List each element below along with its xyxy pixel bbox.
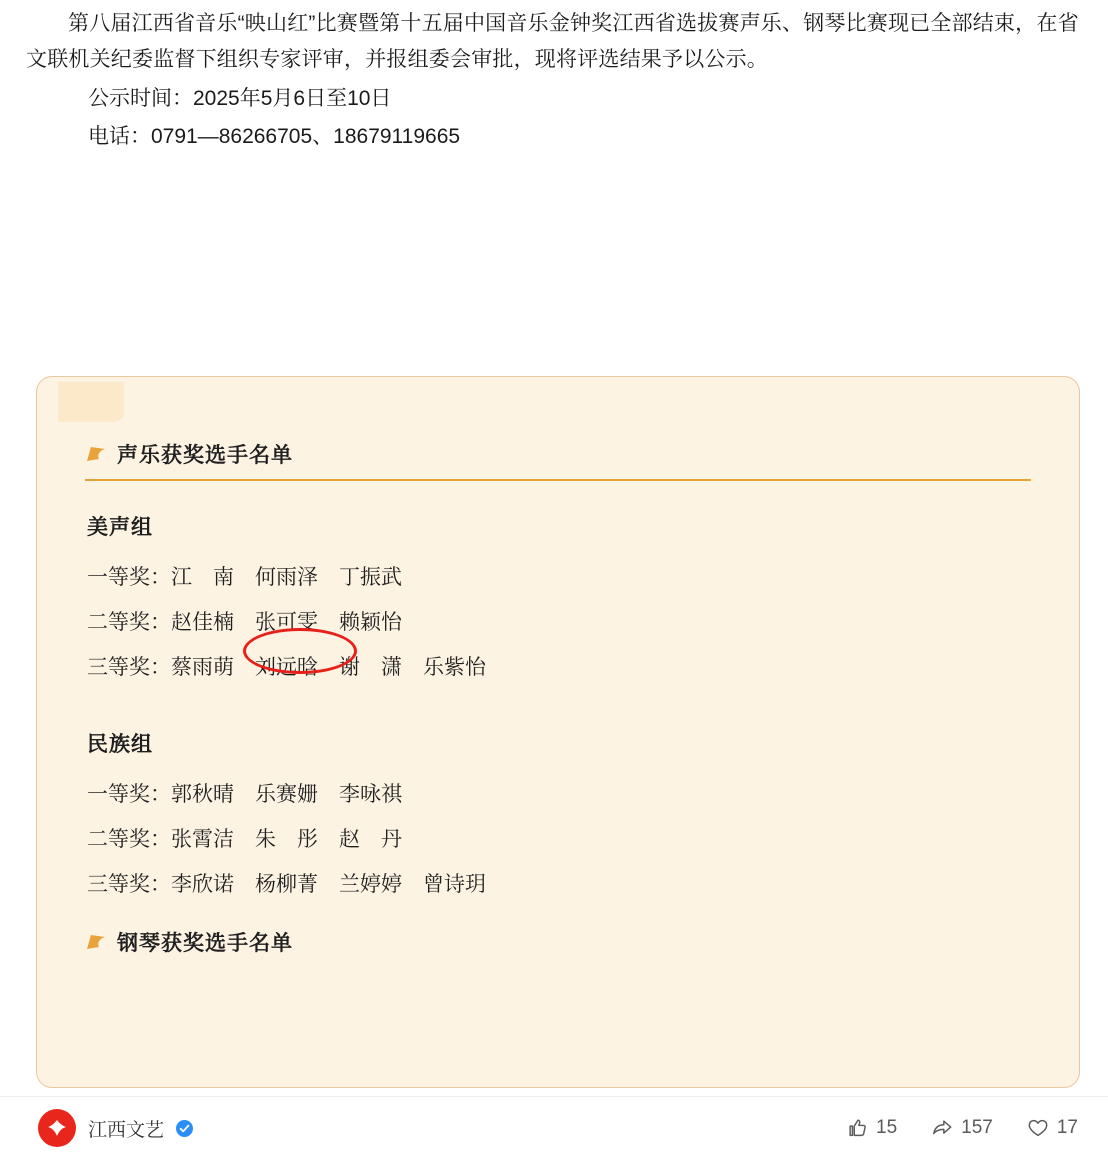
footer-bar — [0, 1096, 1108, 1159]
award-row — [87, 555, 1031, 600]
award-names: 江 南 何雨泽 丁振武 — [171, 566, 402, 589]
section-divider — [85, 479, 1031, 481]
flag-icon — [85, 445, 107, 463]
award-row — [87, 600, 1031, 645]
like-count: 15 — [876, 1117, 898, 1138]
thumbs-up-icon — [846, 1117, 868, 1139]
award-names: 赵佳楠 张可雯 赖颖怡 — [171, 611, 402, 634]
section-header-vocal — [85, 439, 1031, 469]
section-title: 声乐获奖选手名单 — [117, 444, 293, 467]
author-name: 江西文艺 — [88, 1119, 165, 1141]
award-names: 郭秋晴 乐赛姗 李咏祺 — [171, 783, 402, 806]
award-row — [87, 772, 1031, 817]
avatar[interactable] — [38, 1109, 76, 1147]
section-banner-wrap — [0, 194, 1108, 314]
award-names: 蔡雨萌 刘远晗 谢 潇 乐紫怡 — [171, 656, 486, 679]
award-row — [87, 817, 1031, 862]
author-block[interactable] — [38, 1109, 193, 1147]
award-label: 二等奖： — [87, 611, 171, 634]
article-body — [0, 0, 1108, 156]
favorite-button[interactable] — [1027, 1117, 1078, 1139]
logo-icon — [44, 1115, 70, 1141]
group-block — [85, 728, 1031, 907]
share-count: 157 — [961, 1117, 993, 1138]
intro-paragraph: 第八届江西省音乐“映山红”比赛暨第十五届中国音乐金钟奖江西省选拔赛声乐、钢琴比赛现已全部结束，在省文联机关纪委监督下组织专家评审，并报组委会审批，现将评选结果予以公示。 — [26, 12, 1079, 71]
award-names: 李欣诺 杨柳菁 兰婷婷 曾诗玥 — [171, 873, 486, 896]
section-header-piano — [85, 927, 1031, 957]
award-row — [87, 862, 1031, 907]
heart-icon — [1027, 1117, 1049, 1139]
award-label: 一等奖： — [87, 566, 171, 589]
award-label: 三等奖： — [87, 656, 171, 679]
like-button[interactable] — [846, 1117, 897, 1139]
award-label: 一等奖： — [87, 783, 171, 806]
favorite-count: 17 — [1056, 1117, 1078, 1138]
share-arrow-icon — [931, 1117, 953, 1139]
group-title: 民族组 — [87, 733, 153, 756]
section-title: 钢琴获奖选手名单 — [117, 932, 293, 955]
action-bar — [846, 1117, 1078, 1139]
award-names: 张霄洁 朱 彤 赵 丹 — [171, 828, 402, 851]
award-label: 二等奖： — [87, 828, 171, 851]
group-block — [85, 511, 1031, 690]
contact-phone: 电话：0791—86266705、18679119665 — [88, 125, 461, 148]
award-row — [87, 645, 1031, 690]
card-corner-decoration — [58, 382, 124, 422]
share-button[interactable] — [931, 1117, 993, 1139]
award-list-card — [36, 376, 1080, 1088]
flag-icon — [85, 933, 107, 951]
verified-badge-icon — [176, 1120, 193, 1137]
publicity-time: 公示时间：2025年5月6日至10日 — [88, 87, 392, 110]
group-title: 美声组 — [87, 516, 153, 539]
award-label: 三等奖： — [87, 873, 171, 896]
